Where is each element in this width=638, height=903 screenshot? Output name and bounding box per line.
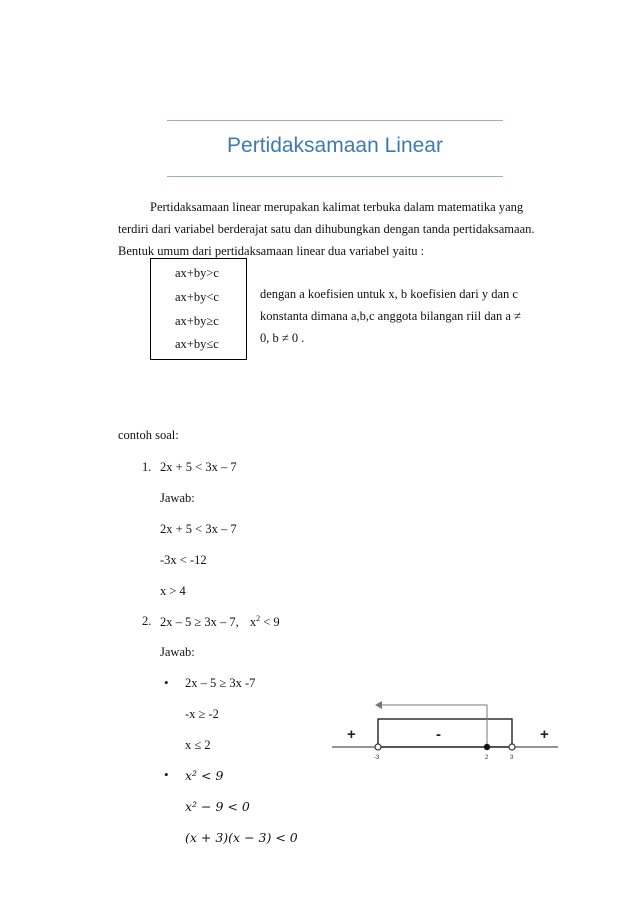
tick-label-2: 2 bbox=[485, 755, 489, 761]
problem-2-part1-step-1: 2x – 5 ≥ 3x -7 bbox=[185, 676, 256, 690]
problem-1-answer-label: Jawab: bbox=[160, 491, 195, 505]
form-less-equal: ax+by≤c bbox=[175, 337, 219, 351]
bullet-icon: • bbox=[164, 675, 169, 690]
problem-2-statement-b: x bbox=[249, 615, 257, 630]
problem-1-step-3: x > 4 bbox=[160, 584, 186, 598]
problem-1-step-1: 2x + 5 < 3x – 7 bbox=[160, 522, 237, 536]
sign-middle: - bbox=[436, 726, 441, 743]
tick-label-minus-3: -3 bbox=[374, 755, 380, 761]
problem-2-part2-step-2: x² − 9 < 0 bbox=[185, 799, 250, 814]
solution-interval-box bbox=[378, 719, 512, 747]
arrow-head-icon bbox=[375, 701, 382, 709]
description-line-2: konstanta dimana a,b,c anggota bilangan riil dan a ≠ bbox=[260, 309, 521, 323]
intro-paragraph bbox=[118, 196, 548, 262]
example-heading: contoh soal: bbox=[118, 428, 179, 442]
description-line-1: dengan a koefisien untuk x, b koefisien dari y dan c bbox=[260, 287, 518, 301]
closed-point-2 bbox=[484, 744, 490, 750]
sign-right: + bbox=[540, 726, 549, 743]
open-point-3 bbox=[509, 744, 515, 750]
problem-2-answer-label: Jawab: bbox=[160, 645, 195, 659]
problem-2-part1-step-2: -x ≥ -2 bbox=[185, 707, 219, 721]
general-forms-box bbox=[150, 258, 247, 360]
open-point-minus-3 bbox=[375, 744, 381, 750]
title-rule-top bbox=[167, 120, 503, 121]
number-line-diagram bbox=[330, 695, 560, 770]
problem-1-statement: 2x + 5 < 3x – 7 bbox=[160, 460, 237, 474]
arrow-line bbox=[382, 705, 487, 747]
intro-line-1: Pertidaksamaan linear merupakan kalimat terbuka dalam matematika yang bbox=[150, 200, 524, 214]
form-greater-equal: ax+by≥c bbox=[175, 314, 219, 328]
description-line-3: 0, b ≠ 0 . bbox=[260, 331, 305, 345]
problem-1-step-2: -3x < -12 bbox=[160, 553, 207, 567]
form-less: ax+by<c bbox=[175, 290, 219, 304]
problem-2-statement bbox=[160, 614, 280, 630]
bullet-icon: • bbox=[164, 767, 169, 782]
form-greater: ax+by>c bbox=[175, 266, 219, 280]
intro-line-3: Bentuk umum dari pertidaksamaan linear dua variabel yaitu : bbox=[118, 244, 425, 258]
title-rule-bottom bbox=[167, 176, 503, 177]
coefficient-description bbox=[260, 283, 548, 349]
problem-2-part1-step-3: x ≤ 2 bbox=[185, 738, 211, 752]
problem-1-number: 1. bbox=[142, 460, 152, 474]
intro-line-2: terdiri dari variabel berderajat satu dan dihubungkan dengan tanda pertidaksamaan. bbox=[118, 222, 535, 236]
problem-2-statement-a: 2x – 5 ≥ 3x – 7, bbox=[160, 615, 239, 630]
tick-label-3: 3 bbox=[510, 755, 514, 761]
page-title: Pertidaksamaan Linear bbox=[227, 134, 443, 157]
problem-2-number: 2. bbox=[142, 614, 152, 628]
problem-2-statement-b-sup: 2 bbox=[256, 614, 261, 623]
sign-left: + bbox=[347, 726, 356, 743]
problem-2-part2-step-1: x² < 9 bbox=[185, 768, 224, 783]
problem-2-statement-b-rest: < 9 bbox=[260, 615, 280, 630]
problem-2-part2-step-3: (x + 3)(x − 3) < 0 bbox=[185, 830, 298, 845]
